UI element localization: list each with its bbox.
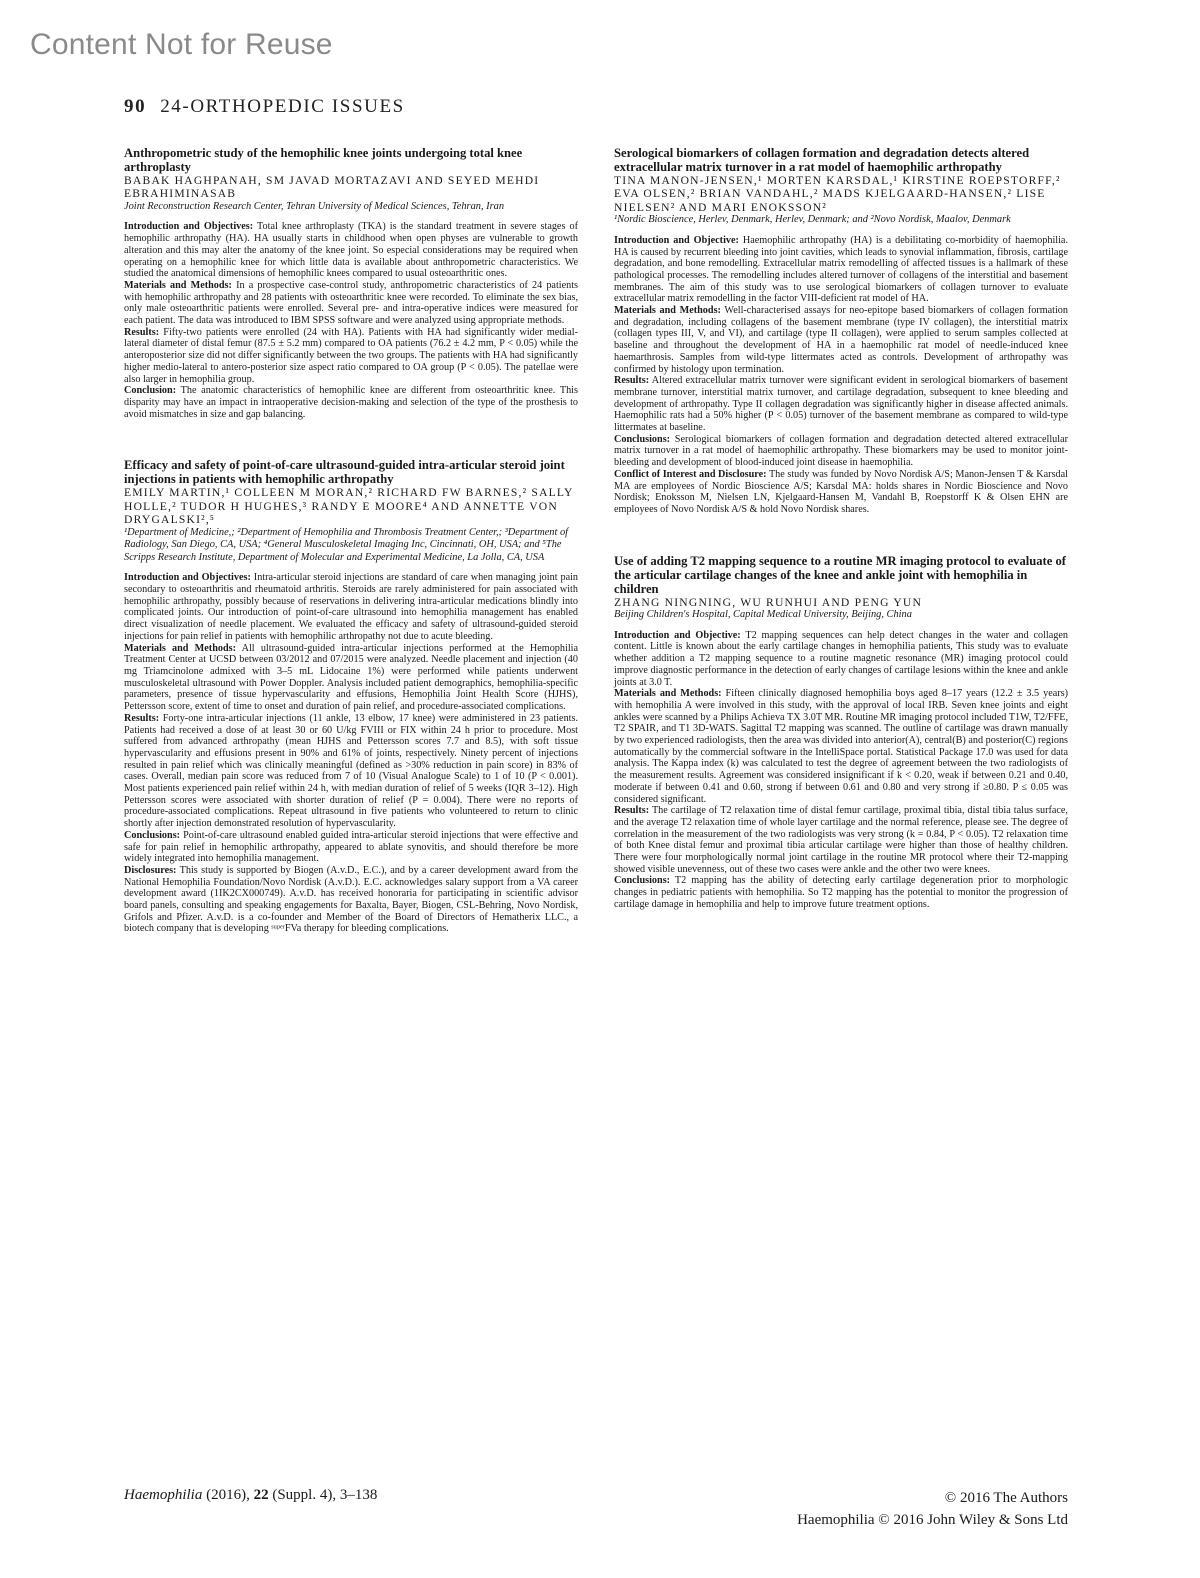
abstract-title: Serological biomarkers of collagen formation and degradation detects altered extracellular matrix turnover in a rat model of haemophilic arthropathy xyxy=(614,146,1030,174)
page-number: 90 xyxy=(124,96,147,117)
abstract-title: Efficacy and safety of point-of-care ultrasound-guided intra-articular steroid joint injections in patients with hemophilic arthropathy xyxy=(124,458,565,487)
abstract-section xyxy=(614,805,1068,875)
section-text: Fifty-two patients were enrolled (24 with HA). Patients with HA had significantly wider medial-lateral diameter of distal femur (87.5 ± 5.2 mm) compared to OA patients (76.2 ± 4.2 mm, P < 0.05) while the anteroposterior size did not differ significantly between the two groups. The patients with HA had significantly higher medio-lateral to antero-posterior size aspect ratio compared to OA group (P < 0.05). The patellae were also larger in hemophilia group. xyxy=(124,326,578,385)
right-column xyxy=(614,146,1068,941)
section-text: The cartilage of T2 relaxation time of distal femur cartilage, proximal tibia, distal tibia talus surface, and the average T2 relaxation time of whole layer cartilage and the normal reference, please see. The degree of correlation in the measurement of the two radiologists was very strong (k = 0.84, P < 0.05). T2 relaxation time of both Knee distal femur and proximal tibia articular cartilage were higher than those of healthy children. There were four morphologically normal joint cartilage in the routine MR protocol where their T2-mapping showed visible unevenness, out of these two cases were ankle and the other two were knees. xyxy=(614,805,1068,875)
section-label: Introduction and Objective: xyxy=(614,629,741,641)
section-label: Conclusions: xyxy=(614,433,671,445)
section-text: Point-of-care ultrasound enabled guided intra-articular steroid injections that were effective and safe for pain relief in hemophilic arthropathy, appeared to ablate synovitis, and should therefore be more widely integrated into hemophilia management. xyxy=(124,829,579,865)
section-text: Fifteen clinically diagnosed hemophilia boys aged 8–17 years (12.2 ± 3.5 years) with hemophilia A were involved in this study, with the approval of local IRB. Seven knee joints and eight ankles were scanned by a Philips Achieva TX 3.0T MR. Routine MR imaging protocol included T1W, T2/FFE, T2 SPAIR, and T1 3D-WATS. Sagittal T2 mapping was scanned. The outline of cartilage was drawn manually by two experienced radiologists, then the area was divided into anterior(A), central(B) and posterior(C) regions automatically by the commercial software in the IntelliSpace portal. Statistical Package 17.0 was used for data analysis. The Kappa index (k) was calculated to test the degree of agreement between the two radiologists of the measurement results. Agreement was considered insignificant if k < 0.20, weak if between 0.21 and 0.40, moderate if between 0.41 and 0.60, strong if between 0.61 and 0.80 and very strong if ≥0.80. P ≤ 0.05 was considered significant. xyxy=(614,688,1068,805)
section-label: Results: xyxy=(124,712,160,724)
section-label: Results: xyxy=(614,375,650,387)
abstract-title: Anthropometric study of the hemophilic knee joints undergoing total knee arthroplasty xyxy=(124,146,523,174)
section-label: Conclusions: xyxy=(124,829,181,841)
abstract xyxy=(124,458,578,935)
abstract-authors: EMILY MARTIN,¹ COLLEEN M MORAN,² RICHARD FW BARNES,² SALLY HOLLE,² TUDOR H HUGHES,³ RANDY E MOORE⁴ AND ANNETTE VON DRYGALSKI²,⁵ xyxy=(124,486,574,527)
abstract-affiliation: ¹Nordic Bioscience, Herlev, Denmark, Herlev, Denmark; and ²Novo Nordisk, Maalov, Denmark xyxy=(614,214,1011,226)
abstract-authors: ZHANG NINGNING, WU RUNHUI AND PENG YUN xyxy=(614,595,923,609)
section-label: Materials and Methods: xyxy=(614,688,722,700)
section-text: The anatomic characteristics of hemophilic knee are different from osteoarthritic knee. This disparity may have an impact in intraoperative decision-making and selection of the type of the prosthesis to avoid mismatches in size and gap balancing. xyxy=(124,385,578,420)
abstract-section xyxy=(124,830,578,865)
section-text: Total knee arthroplasty (TKA) is the standard treatment in severe stages of hemophilic arthropathy (HA). HA usually starts in childhood when open physes are vulnerable to growth alteration and this may alter the anatomy of the knee joint. So especial considerations may be required when operating on a hemophilic knee for which little data is available about anthropometric characteristics. We studied the anatomical dimensions of hemophilic knees compared to usual osteoarthritic ones. xyxy=(124,221,578,280)
section-text: T2 mapping sequences can help detect changes in the water and collagen content. Little is known about the early cartilage changes in hemophilia patients, This study was to evaluate whether addition a T2 mapping sequence to a routine magnetic resonance (MR) imaging protocol could improve diagnostic performance in the detection of early changes of cartilage lesions within the knee and ankle joints at 3.0 T. xyxy=(614,629,1068,688)
abstract-section xyxy=(124,865,578,935)
copyright xyxy=(797,1487,1068,1531)
abstract-affiliation: Beijing Children's Hospital, Capital Medical University, Beijing, China xyxy=(614,609,912,621)
abstract-section xyxy=(124,572,578,642)
abstract-authors: BABAK HAGHPANAH, SM JAVAD MORTAZAVI AND SEYED MEHDI EBRAHIMINASAB xyxy=(124,174,540,201)
abstract-section xyxy=(124,385,578,420)
section-text: Forty-one intra-articular injections (11 ankle, 13 elbow, 17 knee) were administered in 23 patients. Patients had received a dose of at least 30 or 60 U/kg FVIII or FIX within 24 h prior to procedure. Most suffered from advanced arthropathy (mean HJHS and Pettersson scores 7.7 and 8.5), with soft tissue hypervascularity and effusions present in 90% and 61% of joints, respectively. Ninety percent of injections resulted in pain relief which was clinically meaningful (defined as >30% reduction in pain score) in 83% of cases. Overall, median pain score was reduced from 7 of 10 (Visual Analogue Scale) to 1 of 10 (P < 0.001). Most patients experienced pain relief within 24 h, with median duration of relief of 5 weeks (IQR 3–12). High Pettersson scores were associated with shorter duration of relief (P = 0.004). There were no reports of procedure-associated complications. Repeat ultrasound in five patients who volunteered to return to clinic shortly after injection demonstrated resolution of hypervascularity. xyxy=(124,712,579,830)
section-text: The study was funded by Novo Nordisk A/S; Manon-Jensen T & Karsdal MA are employees of Nordic Bioscience A/S; Karsdal MA: holds shares in Nordic Bioscience and Novo Nordisk; Enoksson M, Nielsen LN, Kjelgaard-Hansen M, Vandahl B, Roepstorff K & Olsen EHN are employees of Novo Nordisk A/S & hold Novo Nordisk shares. xyxy=(614,468,1068,515)
section-text: This study is supported by Biogen (A.v.D., E.C.), and by a career development award from the National Hemophilia Foundation/Novo Nordisk (A.v.D.). E.C. acknowledges salary support from a VA career development award (1IK2CX000749). A.v.D. has received honoraria for participating in scientific advisor board panels, consulting and speaking engagements for Baxalta, Bayer, Biogen, CSL-Behring, Novo Nordisk, Grifols and Pfizer. A.v.D. is a co-founder and Member of the Board of Directors of Hematherix LLC., a biotech company that is developing ˢᵘᵖᵉʳFVa therapy for bleeding complications. xyxy=(124,864,578,935)
section-label: Materials and Methods: xyxy=(124,642,236,654)
abstract-affiliation: Joint Reconstruction Research Center, Tehran University of Medical Sciences, Tehran, Iran xyxy=(124,200,505,212)
section-text: Serological biomarkers of collagen formation and degradation detected altered extracellular matrix turnover in a rat model of haemophilic arthropathy. These biomarkers may be used to monitor joint-bleeding and development of blood-induced joint disease in haemophilia. xyxy=(614,433,1069,469)
abstract-affiliation: ¹Department of Medicine,; ²Department of Hemophilia and Thrombosis Treatment Center,; ³Department of Radiology, San Diego, CA, USA; ⁴General Musculoskeletal Imaging Inc, Cincinnati, OH, USA; and ⁵The Scripps Research Institute, Department of Molecular and Experimental Medicine, La Jolla, CA, USA xyxy=(124,526,569,563)
section-label: Conclusion: xyxy=(124,385,177,397)
abstract-section xyxy=(614,305,1068,375)
section-text: Altered extracellular matrix turnover were significant evident in serological biomarkers of basement membrane turnover, interstitial matrix turnover, and cartilage degradation, subsequent to knee bleeding and development of arthropathy. Type II collagen degradation was significantly higher in disease affected animals. Haemophilic rats had a 50% higher (P < 0.05) turnover of the basement membrane as compared to wild-type littermates at baseline. xyxy=(614,375,1069,434)
journal-name: Haemophilia xyxy=(124,1487,203,1503)
section-label: Introduction and Objectives: xyxy=(124,572,251,584)
abstract-title: Use of adding T2 mapping sequence to a routine MR imaging protocol to evaluate of the articular cartilage changes of the knee and ankle joint with hemophilia in children xyxy=(614,553,1066,596)
section-title: 24-ORTHOPEDIC ISSUES xyxy=(160,96,405,117)
abstract-section xyxy=(124,221,578,280)
abstract-section xyxy=(124,643,578,713)
abstract-section xyxy=(124,280,578,327)
abstract xyxy=(614,146,1068,516)
section-label: Materials and Methods: xyxy=(614,305,721,317)
section-text: All ultrasound-guided intra-articular injections performed at the Hemophilia Treatment Center at UCSD between 03/2012 and 07/2015 were analyzed. Needle placement and injection (40 mg Triamcinolone admixed with 3–5 mL Lidocaine 1%) were performed while patients underwent musculoskeletal ultrasound with Power Doppler. Analysis included patient demographics, hemophilia-specific parameters, presence of tissue hypervascularity and effusions, Hemophilia Joint Health Score (HJHS), Pettersson score, extent of time to onset and duration of pain relief, and procedure-associated complications. xyxy=(124,642,578,713)
copyright-line-1: © 2016 The Authors xyxy=(944,1490,1068,1506)
journal-citation xyxy=(124,1487,377,1504)
abstract-authors: TINA MANON-JENSEN,¹ MORTEN KARSDAL,¹ KIRSTINE ROEPSTORFF,² EVA OLSEN,² BRIAN VANDAHL,² MADS KJELGAARD-HANSEN,² LISE NIELSEN² AND MARI ENOKSSON² xyxy=(614,174,1061,214)
abstract-section xyxy=(614,235,1068,305)
left-column xyxy=(124,146,578,965)
section-text: Haemophilic arthropathy (HA) is a debilitating co-morbidity of haemophilia. HA is caused by recurrent bleeding into joint cavities, which leads to synovial inflammation, fibrosis, cartilage degradation, and bone remodelling. Extracellular matrix remodelling of affected tissues is a hallmark of these pathological processes. The remodelling includes altered turnover of collagens of the interstitial and basement membranes. The aim of this study was to use serological biomarkers of collagen turnover to evaluate extracellular matrix remodelling in the factor VIII-deficient rat model of HA. xyxy=(614,234,1069,305)
journal-year: (2016), xyxy=(206,1487,250,1503)
journal-issue-pages: (Suppl. 4), 3–138 xyxy=(272,1487,378,1503)
abstract-section xyxy=(614,875,1068,910)
section-text: Well-characterised assays for neo-epitope based biomarkers of collagen formation and degradation, including collagens of the basement membrane (type IV collagen), the interstitial matrix (collagen types III, V, and VI), and cartilage (type II collagen), were applied to serum samples collected at baseline and throughout the development of HA in a haemophilic rat model of needle-induced knee haemarthrosis. Samples from wild-type littermates acted as controls. Development of arthropathy was confirmed by histology upon termination. xyxy=(614,305,1068,375)
journal-volume: 22 xyxy=(253,1487,269,1503)
section-label: Results: xyxy=(124,326,160,338)
copyright-line-2: Haemophilia © 2016 John Wiley & Sons Ltd xyxy=(797,1512,1068,1528)
section-label: Materials and Methods: xyxy=(124,279,232,291)
section-label: Disclosures: xyxy=(124,864,177,876)
abstract-section xyxy=(614,375,1068,434)
abstract-section xyxy=(614,688,1068,805)
abstract xyxy=(614,554,1068,911)
watermark: Content Not for Reuse xyxy=(30,28,333,61)
abstract xyxy=(124,146,578,420)
running-head xyxy=(124,96,405,118)
section-label: Conflict of Interest and Disclosure: xyxy=(614,468,767,480)
abstract-section xyxy=(614,469,1068,516)
section-label: Introduction and Objectives: xyxy=(124,221,254,233)
section-label: Conclusions: xyxy=(614,875,671,887)
abstract-section xyxy=(614,434,1068,469)
section-text: In a prospective case-control study, anthropometric characteristics of 24 patients with hemophilic arthropathy and 28 patients with osteoarthritic knee were recorded. To eliminate the sex bias, only male osteoarthritic patients were enrolled. Several pre- and intra-operative indices were measured for each patient. The data was introduced to IBM SPSS software and were analyzed using appropriate methods. xyxy=(124,279,579,327)
section-label: Introduction and Objective: xyxy=(614,234,739,246)
abstract-section xyxy=(124,713,578,830)
section-text: T2 mapping has the ability of detecting early cartilage degeneration prior to morphologic changes in pediatric patients with hemophilia. So T2 mapping has the potential to monitor the progression of cartilage damage in hemophilia and help to improve future treatment options. xyxy=(614,875,1068,910)
abstract-section xyxy=(124,327,578,386)
section-text: Intra-articular steroid injections are standard of care when managing joint pain secondary to osteoarthritis and rheumatoid arthritis. Steroids are rarely administered for pain associated with hemophilic arthropathy, possibly because of reservations in delivering intra-articular medications blindly into complicated joints. Our introduction of point-of-care ultrasound into hemophilia management has enabled direct visualization of needle placement. We evaluated the efficacy and safety of ultrasound-guided steroid injections for pain relief in patients with hemophilic arthropathy not due to acute bleeding. xyxy=(124,572,579,642)
abstract-section xyxy=(614,630,1068,689)
section-label: Results: xyxy=(614,805,650,817)
